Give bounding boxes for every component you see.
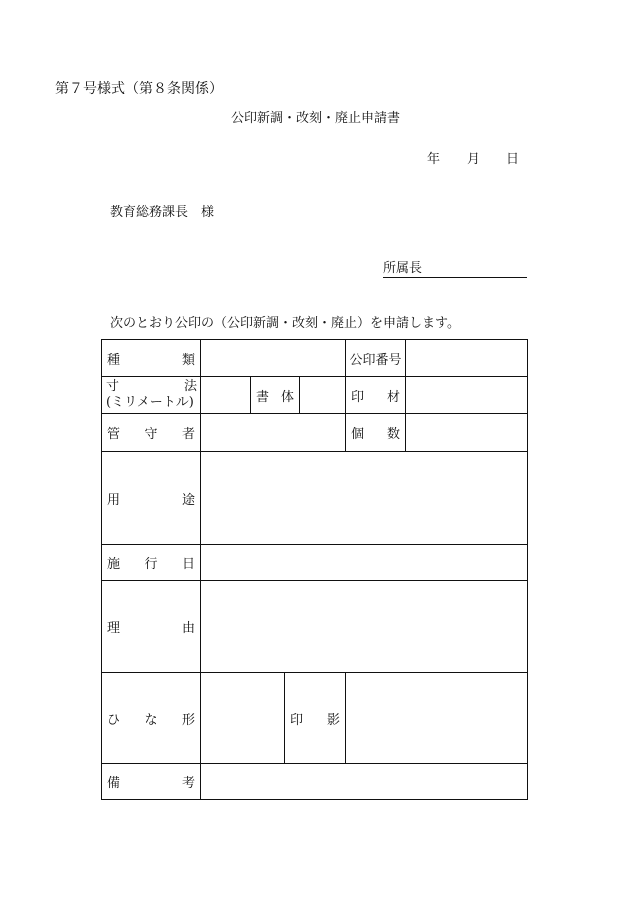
seal-impression-label-char: 影: [326, 712, 340, 728]
size-field[interactable]: [200, 376, 251, 414]
remarks-label-char: 考: [181, 776, 195, 791]
typeface-label-char: 体: [281, 389, 295, 405]
effective-date-label: [101, 544, 201, 581]
template-field[interactable]: [200, 672, 285, 764]
size-label-char: 寸: [106, 379, 120, 394]
material-field[interactable]: [405, 376, 528, 414]
template-label-char: ひ: [107, 712, 121, 728]
form-number: 第７号様式（第８条関係）: [55, 81, 223, 97]
material-label-char: 材: [386, 389, 400, 405]
reason-field[interactable]: [200, 580, 528, 673]
purpose-label: [101, 451, 201, 545]
kind-label: [101, 339, 201, 377]
typeface-label-char: 書: [255, 389, 269, 405]
reason-label-char: 由: [181, 621, 195, 636]
seal-impression-label-char: 印: [290, 712, 304, 728]
remarks-label-char: 備: [107, 776, 121, 791]
template-label-char: 形: [181, 712, 195, 728]
count-field[interactable]: [405, 413, 528, 452]
reason-label-char: 理: [107, 621, 121, 636]
material-label: [345, 376, 406, 414]
kind-field[interactable]: [200, 339, 346, 377]
seal-number-field[interactable]: [405, 339, 528, 377]
typeface-field[interactable]: [299, 376, 346, 414]
seal-impression-label: [284, 672, 346, 764]
effective-date-label-char: 行: [144, 557, 158, 572]
custodian-label-char: 守: [144, 427, 158, 442]
seal-impression-field[interactable]: [345, 672, 528, 764]
applicant-label: 所属長: [383, 261, 423, 276]
document-title: 公印新調・改刻・廃止申請書: [231, 111, 401, 126]
kind-label-char: 類: [181, 352, 195, 368]
kind-label-char: 種: [107, 352, 121, 368]
custodian-field[interactable]: [200, 413, 346, 452]
custodian-label-char: 管: [107, 427, 121, 442]
purpose-label-char: 用: [107, 492, 121, 508]
remarks-field[interactable]: [200, 763, 528, 800]
purpose-field[interactable]: [200, 451, 528, 545]
count-label-char: 数: [386, 427, 400, 442]
reason-label: [101, 580, 201, 673]
lead-text: 次のとおり公印の（公印新調・改刻・廃止）を申請します。: [110, 316, 460, 331]
template-label: [101, 672, 201, 764]
date-year-label: 年: [427, 152, 441, 167]
date-day-label: 日: [506, 152, 520, 167]
count-label-char: 個: [351, 427, 365, 442]
effective-date-field[interactable]: [200, 544, 528, 581]
size-unit-label: (ミリメートル): [106, 395, 194, 410]
applicant-line[interactable]: [383, 257, 527, 278]
material-label-char: 印: [351, 389, 365, 405]
remarks-label: [101, 763, 201, 800]
custodian-label: [101, 413, 201, 452]
count-label: [345, 413, 406, 452]
template-label-char: な: [144, 712, 158, 728]
effective-date-label-char: 施: [107, 557, 121, 572]
purpose-label-char: 途: [181, 492, 195, 508]
effective-date-label-char: 日: [181, 557, 195, 572]
typeface-label: [250, 376, 300, 414]
size-label-char: 法: [183, 379, 197, 394]
custodian-label-char: 者: [181, 427, 195, 442]
seal-number-label: 公印番号: [349, 352, 402, 368]
date-month-label: 月: [467, 152, 481, 167]
size-label: [101, 376, 201, 414]
addressee: 教育総務課長 様: [110, 205, 215, 220]
